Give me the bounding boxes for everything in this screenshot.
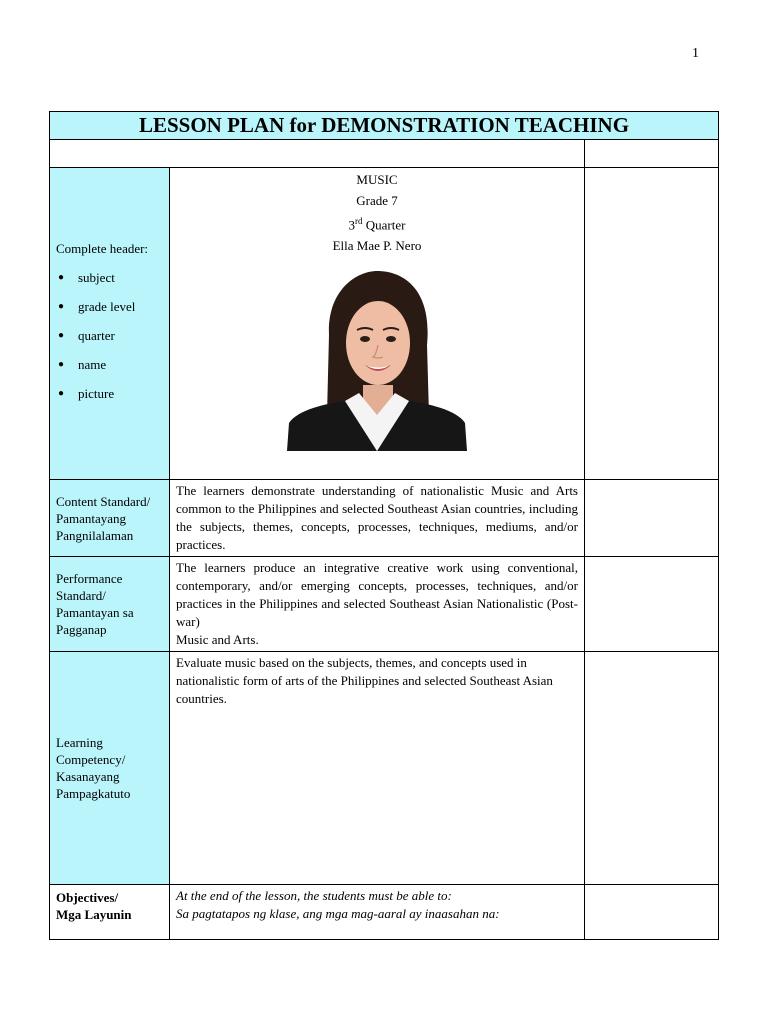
- header-row: [50, 168, 719, 480]
- learning-competency-label: Learning Competency/ Kasanayang Pampagkatuto: [50, 652, 170, 885]
- objectives-label-fil: Mga Layunin: [56, 907, 132, 922]
- grade-text: Grade 7: [356, 193, 398, 208]
- bullet-icon: ●: [58, 358, 65, 370]
- list-item: ● name: [56, 350, 165, 379]
- content-standard-label: Content Standard/ Pamantayang Pangnilalaman: [50, 480, 170, 557]
- performance-standard-side: [585, 557, 719, 652]
- objectives-intro-en: At the end of the lesson, the students must be able to:: [176, 888, 452, 903]
- list-item: ● quarter: [56, 321, 165, 350]
- content-standard-text: The learners demonstrate understanding of nationalistic Music and Arts common to the Philippines and selected Southeast Asian countries, including the subjects, themes, concepts, processes, techniques, mediums, and/or practices.: [170, 480, 585, 557]
- title-row: [50, 112, 719, 140]
- header-content-cell: [170, 168, 585, 480]
- header-label-cell: [50, 168, 170, 480]
- blank-cell-side: [585, 140, 719, 168]
- performance-standard-text: The learners produce an integrative creative work using conventional, contemporary, and/or emerging concepts, processes, techniques, and/or practices in the Philippines and selected Southeast Asian Nationalistic (Post-war): [176, 560, 578, 629]
- objectives-row: [50, 885, 719, 940]
- complete-header-label: Complete header:: [56, 240, 149, 256]
- bullet-icon: ●: [58, 387, 65, 399]
- performance-standard-text-cont: Music and Arts.: [176, 632, 259, 647]
- teacher-name: Ella Mae P. Nero: [332, 238, 422, 254]
- objectives-cell: [170, 885, 585, 940]
- objectives-label: Objectives/: [56, 890, 119, 905]
- list-item: ● subject: [56, 263, 165, 292]
- learning-competency-side: [585, 652, 719, 885]
- quarter-text: 3rd Quarter: [348, 216, 406, 233]
- lesson-plan-table: [49, 111, 719, 940]
- blank-cell-main: [50, 140, 585, 168]
- content-standard-side: [585, 480, 719, 557]
- header-side-cell: [585, 168, 719, 480]
- page-number: 1: [692, 46, 699, 61]
- document-title: LESSON PLAN for DEMONSTRATION TEACHING: [50, 112, 719, 140]
- portrait-photo: [287, 265, 467, 451]
- objectives-side: [585, 885, 719, 940]
- subject-text: MUSIC: [356, 172, 398, 187]
- bullet-icon: ●: [58, 329, 65, 341]
- blank-row: [50, 140, 719, 168]
- performance-standard-row: [50, 557, 719, 652]
- objectives-intro-fil: Sa pagtatapos ng klase, ang mga mag-aaral ay inaasahan na:: [176, 906, 500, 921]
- content-standard-row: [50, 480, 719, 557]
- learning-competency-row: [50, 652, 719, 885]
- performance-standard-label: Performance Standard/ Pamantayan sa Pagganap: [50, 557, 170, 652]
- objectives-label-cell: [50, 885, 170, 940]
- bullet-icon: ●: [58, 271, 65, 283]
- list-item: ● picture: [56, 379, 165, 408]
- bullet-icon: ●: [58, 300, 65, 312]
- list-item: ● grade level: [56, 292, 165, 321]
- performance-standard-cell: [170, 557, 585, 652]
- learning-competency-text: Evaluate music based on the subjects, themes, and concepts used in nationalistic form of arts of the Philippines and selected Southeast Asian countries.: [170, 652, 585, 885]
- header-bullet-list: [56, 263, 165, 408]
